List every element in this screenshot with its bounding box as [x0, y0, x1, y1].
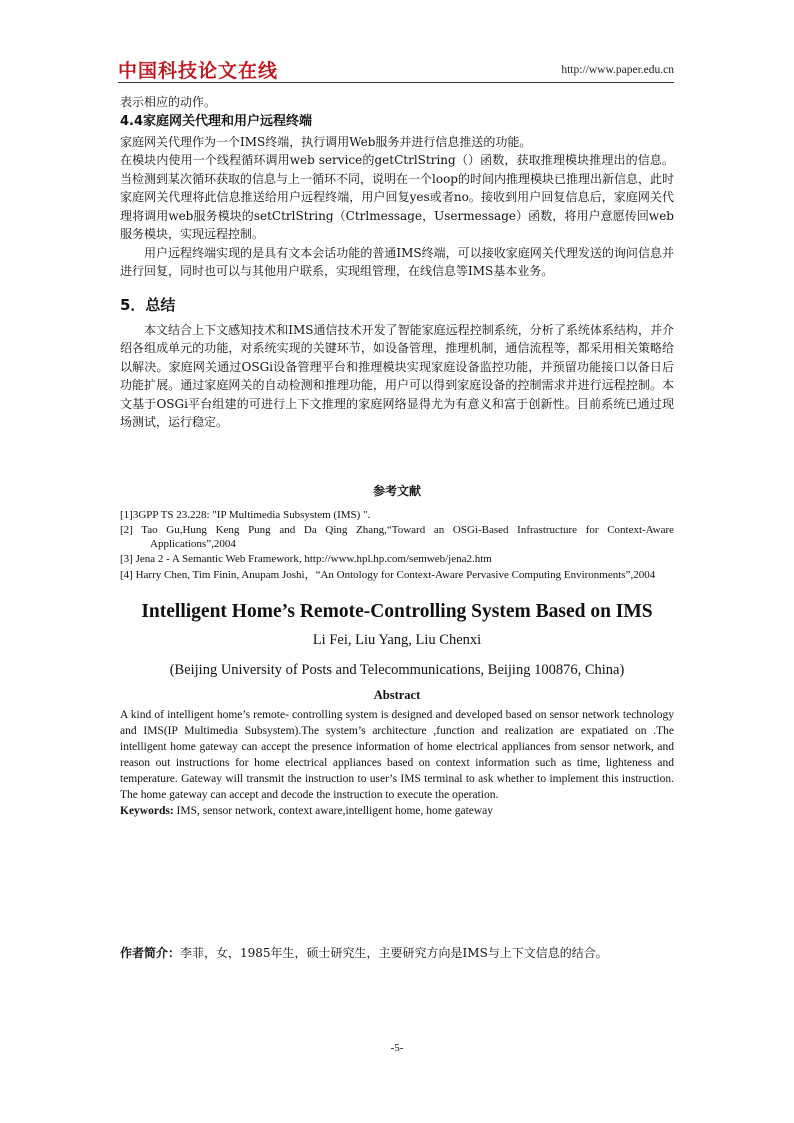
paragraph-continuation: 表示相应的动作。	[120, 95, 217, 109]
page-number: -5-	[390, 1042, 404, 1054]
author-bio-label: 作者简介：	[120, 946, 181, 960]
main-content	[120, 93, 674, 819]
header-rule	[118, 82, 674, 83]
reference-item: [2] Tao Gu,Hung Keng Pung and Da Qing Zhang,“Toward an OSGi-Based Infrastructure for Context-Aware Applications”,2004	[120, 524, 674, 550]
author-bio-text: 李菲，女，1985年生，硕士研究生，主要研究方向是IMS与上下文信息的结合。	[180, 946, 608, 960]
abstract-text: A kind of intelligent home’s remote- controlling system is designed and developed based on sensor network technology and IMS(IP Multimedia Subsystem).The system’s architecture ,function and realization are expatiated on .The intelligent home gateway can accept the presence information of home electrical appliances from sensor network, and reason out instructions for home electrical appliances based on context information such as time, lighteness and temperature. Gateway will transmit the instruction to user’s IMS terminal to ask whether to implement this instruction. The home gateway can accept and decode the instruction to execute the operation.	[120, 709, 674, 801]
author-bio	[120, 944, 676, 962]
english-title: Intelligent Home’s Remote-Controlling System Based on IMS	[141, 601, 653, 622]
english-affiliation: (Beijing University of Posts and Telecommunications, Beijing 100876, China)	[169, 662, 625, 678]
references-title: 参考文献	[372, 483, 421, 498]
section-heading-5: 5．总结	[120, 295, 176, 314]
reference-item: [4] Harry Chen, Tim Finin, Anupam Joshi，“An Ontology for Context-Aware Pervasive Computing Environments”,2004	[120, 568, 656, 581]
paragraph-remote-terminal: 用户远程终端实现的是具有文本会话功能的普通IMS终端，可以接收家庭网关代理发送的询问信息并进行回复，同时也可以与其他用户联系，实现组管理，在线信息等IMS基本业务。	[120, 245, 674, 278]
english-authors: Li Fei, Liu Yang, Liu Chenxi	[312, 632, 482, 648]
keywords-label: Keywords:	[120, 805, 174, 817]
header-url[interactable]: http://www.paper.edu.cn	[561, 64, 674, 76]
section-heading-4-4: 4.4家庭网关代理和用户远程终端	[120, 113, 313, 129]
reference-item: [1]3GPP TS 23.228: "IP Multimedia Subsystem (IMS) ".	[120, 508, 371, 521]
page-header	[118, 54, 674, 80]
paragraph-thread-loop: 在模块内使用一个线程循环调用web service的getCtrlString（）函数，获取推理模块推理出的信息。当检测到某次循环获取的信息与上一循环不同，说明在一个loop的时间内推理模块已推理出新信息，此时家庭网关代理将此信息推送给用户远程终端，用户回复yes或者no。接收到用户回复信息后，家庭网关代理将调用web服务模块的setCtrlString（Ctrlmessage，Usermessage）函数，将用户意愿传回web服务模块，实现远程控制。	[120, 153, 674, 241]
keywords-text: IMS, sensor network, context aware,intelligent home, home gateway	[173, 805, 494, 817]
references-list	[120, 509, 674, 583]
paragraph-gateway-agent: 家庭网关代理作为一个IMS终端，执行调用Web服务并进行信息推送的功能。	[120, 134, 532, 149]
journal-logo: 中国科技论文在线	[118, 60, 279, 82]
paragraph-summary: 本文结合上下文感知技术和IMS通信技术开发了智能家庭远程控制系统，分析了系统体系结构，并介绍各组成单元的功能，对系统实现的关键环节，如设备管理，推理机制，通信流程等，都采用相关策略给以解决。家庭网关通过OSGi设备管理平台和推理模块实现家庭设备监控功能，并预留功能接口以备日后功能扩展。通过家庭网关的自动检测和推理功能，用户可以得到家庭设备的控制需求并进行远程控制。本文基于OSGi平台组建的可进行上下文推理的家庭网络显得尤为有意义和富于创新性。目前系统已通过现场测试，运行稳定。	[120, 322, 674, 429]
reference-item: [3] Jena 2 - A Semantic Web Framework, http://www.hpl.hp.com/semweb/jena2.htm	[120, 553, 492, 565]
keywords-line	[120, 803, 674, 819]
abstract-title: Abstract	[373, 688, 421, 702]
